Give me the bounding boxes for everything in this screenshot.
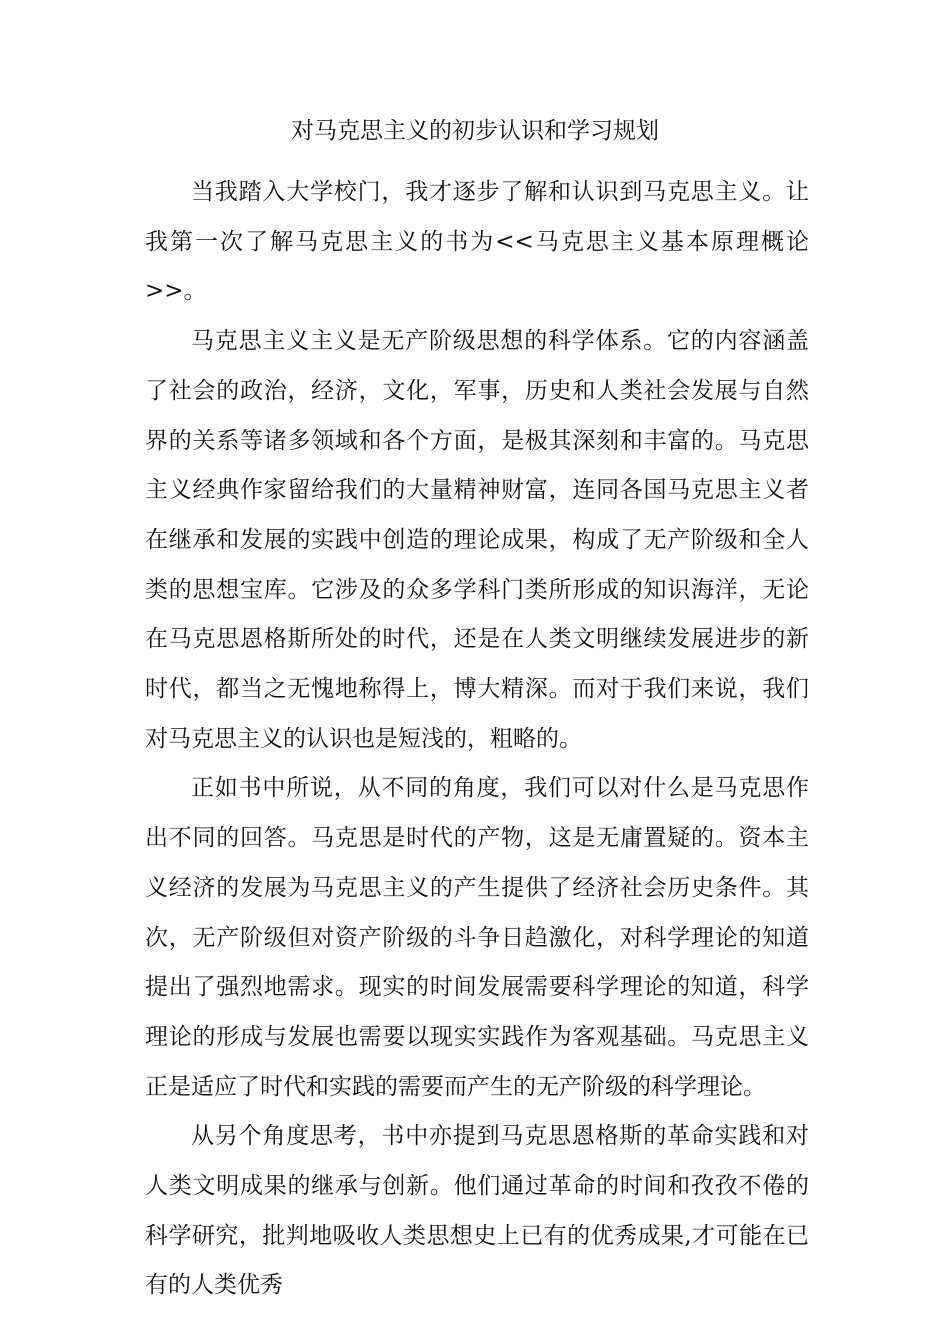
paragraph-3: 正如书中所说，从不同的角度，我们可以对什么是马克思作出不同的回答。马克思是时代的产物，这是无庸置疑的。资本主义经济的发展为马克思主义的产生提供了经济社会历史条件。其次，无产阶级但对资产阶级的斗争日趋激化，对科学理论的知道提出了强烈地需求。现实的时间发展需要科学理论的知道，科学理论的形成与发展也需要以现实实践作为客观基础。马克思主义正是适应了时代和实践的需要而产生的无产阶级的科学理论。	[145, 775, 809, 1100]
document-body	[145, 168, 809, 1311]
paragraph-1: 当我踏入大学校门，我才逐步了解和认识到马克思主义。让我第一次了解马克思主义的书为<<马克思主义基本原理概论>>。	[145, 179, 809, 305]
document-title: 对马克思主义的初步认识和学习规划	[291, 118, 659, 144]
paragraph-2: 马克思主义主义是无产阶级思想的科学体系。它的内容涵盖了社会的政治，经济，文化，军事，历史和人类社会发展与自然界的关系等诸多领域和各个方面，是极其深刻和丰富的。马克思主义经典作家留给我们的大量精神财富，连同各国马克思主义者在继承和发展的实践中创造的理论成果，构成了无产阶级和全人类的思想宝库。它涉及的众多学科门类所形成的知识海洋，无论在马克思恩格斯所处的时代，还是在人类文明继续发展进步的新时代，都当之无愧地称得上，博大精深。而对于我们来说，我们对马克思主义的认识也是短浅的，粗略的。	[145, 328, 809, 752]
paragraph-4: 从另个角度思考，书中亦提到马克思恩格斯的革命实践和对人类文明成果的继承与创新。他们通过革命的时间和孜孜不倦的科学研究，批判地吸收人类思想史上已有的优秀成果,才可能在已有的人类优秀	[145, 1123, 809, 1299]
